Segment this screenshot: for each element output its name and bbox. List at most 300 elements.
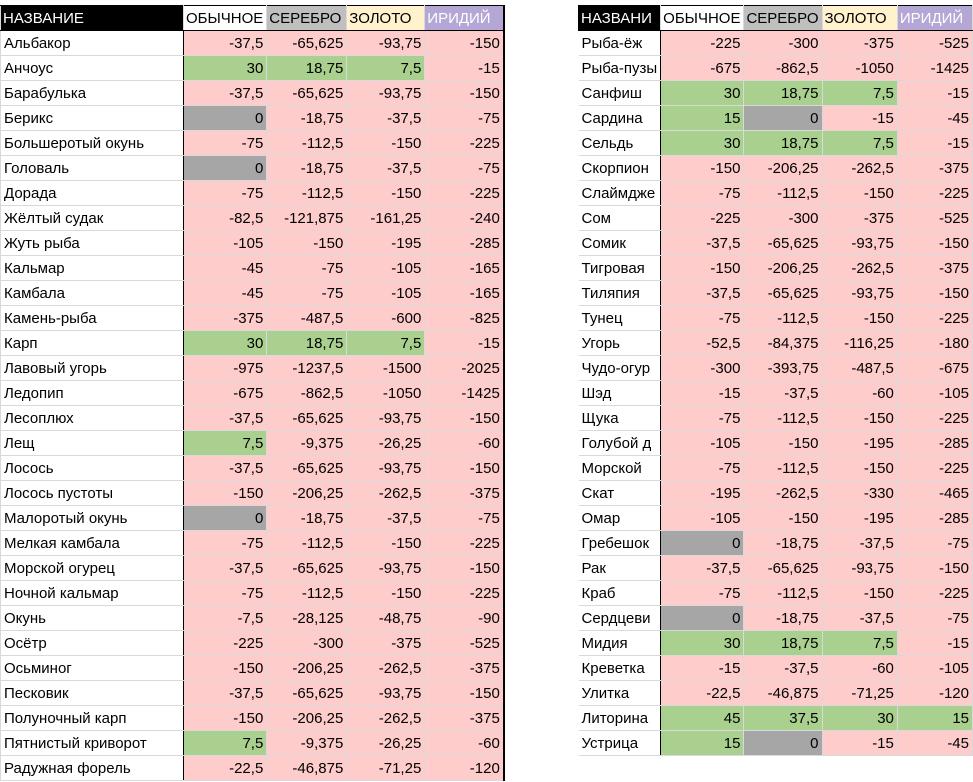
iridiy-value-cell[interactable]: -525 [425, 631, 504, 656]
serebro-value-cell[interactable]: -206,25 [267, 656, 347, 681]
iridiy-value-cell[interactable]: -285 [425, 231, 504, 256]
zoloto-value-cell[interactable]: -150 [347, 131, 425, 156]
zoloto-value-cell[interactable]: -37,5 [347, 506, 425, 531]
zoloto-value-cell[interactable]: -26,25 [347, 431, 425, 456]
serebro-value-cell[interactable]: -18,75 [267, 506, 347, 531]
iridiy-value-cell[interactable]: -75 [425, 156, 504, 181]
obychnoe-value-cell[interactable]: -150 [184, 706, 267, 731]
iridiy-value-cell[interactable]: -15 [425, 56, 504, 81]
fish-name-cell[interactable]: Осьминог [1, 656, 184, 681]
obychnoe-value-cell[interactable]: -300 [661, 356, 744, 381]
fish-name-cell[interactable]: Пятнистый криворот [1, 731, 184, 756]
obychnoe-value-cell[interactable]: 30 [184, 331, 267, 356]
serebro-value-cell[interactable]: -65,625 [744, 556, 822, 581]
obychnoe-value-cell[interactable]: -75 [661, 581, 744, 606]
header-zoloto-cell[interactable]: ЗОЛОТО [822, 6, 897, 31]
zoloto-value-cell[interactable]: -37,5 [347, 156, 425, 181]
obychnoe-value-cell[interactable]: -37,5 [661, 231, 744, 256]
iridiy-value-cell[interactable]: -225 [425, 531, 504, 556]
fish-name-cell[interactable]: Угорь [579, 331, 661, 356]
header-name-cell[interactable]: НАЗВАНИ [579, 6, 661, 31]
header-serebro-cell[interactable]: СЕРЕБРО [267, 6, 347, 31]
zoloto-value-cell[interactable]: -93,75 [347, 456, 425, 481]
fish-name-cell[interactable]: Радужная форель [1, 756, 184, 781]
iridiy-value-cell[interactable]: -150 [425, 31, 504, 56]
serebro-value-cell[interactable]: -1237,5 [267, 356, 347, 381]
iridiy-value-cell[interactable]: -150 [897, 556, 972, 581]
obychnoe-value-cell[interactable]: -22,5 [661, 681, 744, 706]
iridiy-value-cell[interactable]: -150 [425, 456, 504, 481]
obychnoe-value-cell[interactable]: -22,5 [184, 756, 267, 781]
iridiy-value-cell[interactable]: -1425 [897, 56, 972, 81]
iridiy-value-cell[interactable]: -150 [897, 231, 972, 256]
zoloto-value-cell[interactable]: -93,75 [822, 556, 897, 581]
serebro-value-cell[interactable]: -206,25 [744, 156, 822, 181]
iridiy-value-cell[interactable]: -150 [425, 681, 504, 706]
obychnoe-value-cell[interactable]: 0 [184, 156, 267, 181]
obychnoe-value-cell[interactable]: -75 [184, 131, 267, 156]
zoloto-value-cell[interactable]: 7,5 [822, 131, 897, 156]
fish-name-cell[interactable]: Чудо-огур [579, 356, 661, 381]
obychnoe-value-cell[interactable]: -225 [661, 206, 744, 231]
iridiy-value-cell[interactable]: -675 [897, 356, 972, 381]
obychnoe-value-cell[interactable]: -82,5 [184, 206, 267, 231]
serebro-value-cell[interactable]: -65,625 [267, 406, 347, 431]
obychnoe-value-cell[interactable]: -37,5 [184, 456, 267, 481]
serebro-value-cell[interactable]: -9,375 [267, 731, 347, 756]
zoloto-value-cell[interactable]: 7,5 [822, 631, 897, 656]
iridiy-value-cell[interactable]: -225 [425, 581, 504, 606]
fish-name-cell[interactable]: Большеротый окунь [1, 131, 184, 156]
serebro-value-cell[interactable]: -112,5 [744, 406, 822, 431]
fish-name-cell[interactable]: Дорада [1, 181, 184, 206]
obychnoe-value-cell[interactable]: 7,5 [184, 731, 267, 756]
fish-name-cell[interactable]: Рыба-ёж [579, 31, 661, 56]
serebro-value-cell[interactable]: -112,5 [267, 531, 347, 556]
zoloto-value-cell[interactable]: -375 [822, 31, 897, 56]
iridiy-value-cell[interactable]: -120 [897, 681, 972, 706]
zoloto-value-cell[interactable]: -150 [347, 531, 425, 556]
zoloto-value-cell[interactable]: -262,5 [822, 256, 897, 281]
serebro-value-cell[interactable]: -18,75 [267, 106, 347, 131]
obychnoe-value-cell[interactable]: -75 [184, 181, 267, 206]
fish-name-cell[interactable]: Сомик [579, 231, 661, 256]
serebro-value-cell[interactable]: -112,5 [744, 581, 822, 606]
zoloto-value-cell[interactable]: -26,25 [347, 731, 425, 756]
fish-name-cell[interactable]: Краб [579, 581, 661, 606]
fish-name-cell[interactable]: Щука [579, 406, 661, 431]
zoloto-value-cell[interactable]: -105 [347, 281, 425, 306]
fish-name-cell[interactable]: Креветка [579, 656, 661, 681]
obychnoe-value-cell[interactable]: -75 [184, 531, 267, 556]
iridiy-value-cell[interactable]: -285 [897, 506, 972, 531]
serebro-value-cell[interactable]: 37,5 [744, 706, 822, 731]
zoloto-value-cell[interactable]: 7,5 [347, 331, 425, 356]
serebro-value-cell[interactable]: -206,25 [744, 256, 822, 281]
serebro-value-cell[interactable]: -206,25 [267, 481, 347, 506]
obychnoe-value-cell[interactable]: -15 [661, 381, 744, 406]
iridiy-value-cell[interactable]: -2025 [425, 356, 504, 381]
iridiy-value-cell[interactable]: -15 [897, 81, 972, 106]
obychnoe-value-cell[interactable]: -45 [184, 256, 267, 281]
zoloto-value-cell[interactable]: -375 [347, 631, 425, 656]
fish-name-cell[interactable]: Камень-рыба [1, 306, 184, 331]
fish-name-cell[interactable]: Омар [579, 506, 661, 531]
fish-name-cell[interactable]: Камбала [1, 281, 184, 306]
zoloto-value-cell[interactable]: -262,5 [347, 706, 425, 731]
iridiy-value-cell[interactable]: -150 [897, 281, 972, 306]
serebro-value-cell[interactable]: -300 [267, 631, 347, 656]
iridiy-value-cell[interactable]: -75 [897, 606, 972, 631]
zoloto-value-cell[interactable]: -330 [822, 481, 897, 506]
obychnoe-value-cell[interactable]: 30 [661, 631, 744, 656]
serebro-value-cell[interactable]: -18,75 [267, 156, 347, 181]
iridiy-value-cell[interactable]: -225 [897, 456, 972, 481]
header-zoloto-cell[interactable]: ЗОЛОТО [347, 6, 425, 31]
fish-name-cell[interactable]: Жуть рыба [1, 231, 184, 256]
zoloto-value-cell[interactable]: 30 [822, 706, 897, 731]
fish-name-cell[interactable]: Жёлтый судак [1, 206, 184, 231]
obychnoe-value-cell[interactable]: -225 [184, 631, 267, 656]
serebro-value-cell[interactable]: -112,5 [267, 181, 347, 206]
zoloto-value-cell[interactable]: -262,5 [822, 156, 897, 181]
obychnoe-value-cell[interactable]: -37,5 [184, 31, 267, 56]
fish-name-cell[interactable]: Гребешок [579, 531, 661, 556]
iridiy-value-cell[interactable]: -15 [897, 631, 972, 656]
fish-name-cell[interactable]: Берикс [1, 106, 184, 131]
iridiy-value-cell[interactable]: 15 [897, 706, 972, 731]
iridiy-value-cell[interactable]: -45 [897, 731, 972, 756]
zoloto-value-cell[interactable]: -262,5 [347, 656, 425, 681]
zoloto-value-cell[interactable]: -37,5 [822, 606, 897, 631]
zoloto-value-cell[interactable]: -150 [347, 581, 425, 606]
header-iridiy-cell[interactable]: ИРИДИЙ [425, 6, 504, 31]
fish-name-cell[interactable]: Барабулька [1, 81, 184, 106]
zoloto-value-cell[interactable]: -1500 [347, 356, 425, 381]
fish-name-cell[interactable]: Шэд [579, 381, 661, 406]
iridiy-value-cell[interactable]: -150 [425, 556, 504, 581]
obychnoe-value-cell[interactable]: -75 [661, 181, 744, 206]
fish-name-cell[interactable]: Скат [579, 481, 661, 506]
serebro-value-cell[interactable]: -65,625 [267, 31, 347, 56]
serebro-value-cell[interactable]: 18,75 [744, 81, 822, 106]
fish-name-cell[interactable]: Песковик [1, 681, 184, 706]
obychnoe-value-cell[interactable]: 30 [661, 131, 744, 156]
obychnoe-value-cell[interactable]: 15 [661, 731, 744, 756]
iridiy-value-cell[interactable]: -525 [897, 31, 972, 56]
obychnoe-value-cell[interactable]: -37,5 [184, 556, 267, 581]
zoloto-value-cell[interactable]: -161,25 [347, 206, 425, 231]
zoloto-value-cell[interactable]: -60 [822, 381, 897, 406]
zoloto-value-cell[interactable]: -150 [347, 181, 425, 206]
obychnoe-value-cell[interactable]: -195 [661, 481, 744, 506]
zoloto-value-cell[interactable]: -71,25 [347, 756, 425, 781]
obychnoe-value-cell[interactable]: 0 [184, 506, 267, 531]
obychnoe-value-cell[interactable]: -105 [661, 431, 744, 456]
zoloto-value-cell[interactable]: -1050 [822, 56, 897, 81]
fish-name-cell[interactable]: Слаймдже [579, 181, 661, 206]
iridiy-value-cell[interactable]: -120 [425, 756, 504, 781]
fish-name-cell[interactable]: Рак [579, 556, 661, 581]
iridiy-value-cell[interactable]: -90 [425, 606, 504, 631]
fish-name-cell[interactable]: Голубой д [579, 431, 661, 456]
header-serebro-cell[interactable]: СЕРЕБРО [744, 6, 822, 31]
zoloto-value-cell[interactable]: -15 [822, 731, 897, 756]
obychnoe-value-cell[interactable]: -975 [184, 356, 267, 381]
fish-name-cell[interactable]: Карп [1, 331, 184, 356]
fish-name-cell[interactable]: Лосось пустоты [1, 481, 184, 506]
fish-name-cell[interactable]: Полуночный карп [1, 706, 184, 731]
fish-name-cell[interactable]: Улитка [579, 681, 661, 706]
obychnoe-value-cell[interactable]: 7,5 [184, 431, 267, 456]
serebro-value-cell[interactable]: -150 [267, 231, 347, 256]
zoloto-value-cell[interactable]: -195 [822, 431, 897, 456]
zoloto-value-cell[interactable]: -37,5 [347, 106, 425, 131]
serebro-value-cell[interactable]: -206,25 [267, 706, 347, 731]
serebro-value-cell[interactable]: -65,625 [267, 556, 347, 581]
zoloto-value-cell[interactable]: -93,75 [347, 681, 425, 706]
obychnoe-value-cell[interactable]: 30 [661, 81, 744, 106]
serebro-value-cell[interactable]: -65,625 [267, 81, 347, 106]
obychnoe-value-cell[interactable]: -75 [661, 406, 744, 431]
iridiy-value-cell[interactable]: -1425 [425, 381, 504, 406]
serebro-value-cell[interactable]: 18,75 [267, 56, 347, 81]
fish-name-cell[interactable]: Лещ [1, 431, 184, 456]
obychnoe-value-cell[interactable]: -75 [661, 456, 744, 481]
serebro-value-cell[interactable]: -112,5 [744, 456, 822, 481]
iridiy-value-cell[interactable]: -180 [897, 331, 972, 356]
obychnoe-value-cell[interactable]: -75 [184, 581, 267, 606]
iridiy-value-cell[interactable]: -15 [425, 331, 504, 356]
zoloto-value-cell[interactable]: -93,75 [347, 81, 425, 106]
serebro-value-cell[interactable]: -862,5 [744, 56, 822, 81]
fish-name-cell[interactable]: Ночной кальмар [1, 581, 184, 606]
obychnoe-value-cell[interactable]: 15 [661, 106, 744, 131]
obychnoe-value-cell[interactable]: -52,5 [661, 331, 744, 356]
serebro-value-cell[interactable]: -150 [744, 431, 822, 456]
zoloto-value-cell[interactable]: -15 [822, 106, 897, 131]
iridiy-value-cell[interactable]: -375 [425, 481, 504, 506]
header-obychnoe-cell[interactable]: ОБЫЧНОЕ [184, 6, 267, 31]
zoloto-value-cell[interactable]: -487,5 [822, 356, 897, 381]
zoloto-value-cell[interactable]: -93,75 [822, 231, 897, 256]
zoloto-value-cell[interactable]: 7,5 [347, 56, 425, 81]
zoloto-value-cell[interactable]: 7,5 [822, 81, 897, 106]
serebro-value-cell[interactable]: -37,5 [744, 656, 822, 681]
fish-name-cell[interactable]: Головаль [1, 156, 184, 181]
serebro-value-cell[interactable]: -28,125 [267, 606, 347, 631]
obychnoe-value-cell[interactable]: -105 [661, 506, 744, 531]
zoloto-value-cell[interactable]: -150 [822, 181, 897, 206]
iridiy-value-cell[interactable]: -825 [425, 306, 504, 331]
obychnoe-value-cell[interactable]: -375 [184, 306, 267, 331]
fish-name-cell[interactable]: Сельдь [579, 131, 661, 156]
serebro-value-cell[interactable]: 0 [744, 106, 822, 131]
fish-name-cell[interactable]: Лосось [1, 456, 184, 481]
fish-name-cell[interactable]: Сардина [579, 106, 661, 131]
serebro-value-cell[interactable]: -862,5 [267, 381, 347, 406]
iridiy-value-cell[interactable]: -375 [897, 156, 972, 181]
fish-name-cell[interactable]: Осётр [1, 631, 184, 656]
fish-name-cell[interactable]: Сом [579, 206, 661, 231]
fish-name-cell[interactable]: Тигровая [579, 256, 661, 281]
fish-name-cell[interactable]: Санфиш [579, 81, 661, 106]
obychnoe-value-cell[interactable]: 30 [184, 56, 267, 81]
iridiy-value-cell[interactable]: -150 [425, 81, 504, 106]
serebro-value-cell[interactable]: 18,75 [744, 631, 822, 656]
obychnoe-value-cell[interactable]: -37,5 [661, 556, 744, 581]
serebro-value-cell[interactable]: -393,75 [744, 356, 822, 381]
obychnoe-value-cell[interactable]: -675 [661, 56, 744, 81]
serebro-value-cell[interactable]: -262,5 [744, 481, 822, 506]
fish-name-cell[interactable]: Мидия [579, 631, 661, 656]
zoloto-value-cell[interactable]: -600 [347, 306, 425, 331]
obychnoe-value-cell[interactable]: -37,5 [184, 681, 267, 706]
fish-name-cell[interactable]: Альбакор [1, 31, 184, 56]
fish-name-cell[interactable]: Рыба-пузы [579, 56, 661, 81]
fish-name-cell[interactable]: Скорпион [579, 156, 661, 181]
zoloto-value-cell[interactable]: -60 [822, 656, 897, 681]
serebro-value-cell[interactable]: -121,875 [267, 206, 347, 231]
zoloto-value-cell[interactable]: -93,75 [347, 556, 425, 581]
fish-name-cell[interactable]: Анчоус [1, 56, 184, 81]
iridiy-value-cell[interactable]: -375 [425, 656, 504, 681]
serebro-value-cell[interactable]: -300 [744, 31, 822, 56]
serebro-value-cell[interactable]: -65,625 [744, 281, 822, 306]
serebro-value-cell[interactable]: -150 [744, 506, 822, 531]
serebro-value-cell[interactable]: -65,625 [267, 456, 347, 481]
zoloto-value-cell[interactable]: -93,75 [822, 281, 897, 306]
serebro-value-cell[interactable]: -300 [744, 206, 822, 231]
zoloto-value-cell[interactable]: -262,5 [347, 481, 425, 506]
fish-name-cell[interactable]: Лесоплюх [1, 406, 184, 431]
obychnoe-value-cell[interactable]: 0 [661, 531, 744, 556]
fish-name-cell[interactable]: Устрица [579, 731, 661, 756]
serebro-value-cell[interactable]: -112,5 [267, 131, 347, 156]
iridiy-value-cell[interactable]: -75 [425, 106, 504, 131]
iridiy-value-cell[interactable]: -375 [897, 256, 972, 281]
fish-name-cell[interactable]: Малоротый окунь [1, 506, 184, 531]
serebro-value-cell[interactable]: -84,375 [744, 331, 822, 356]
zoloto-value-cell[interactable]: -150 [822, 581, 897, 606]
obychnoe-value-cell[interactable]: -37,5 [661, 281, 744, 306]
serebro-value-cell[interactable]: 18,75 [744, 131, 822, 156]
fish-name-cell[interactable]: Литорина [579, 706, 661, 731]
fish-name-cell[interactable]: Тиляпия [579, 281, 661, 306]
serebro-value-cell[interactable]: -9,375 [267, 431, 347, 456]
obychnoe-value-cell[interactable]: -37,5 [184, 406, 267, 431]
serebro-value-cell[interactable]: -487,5 [267, 306, 347, 331]
fish-name-cell[interactable]: Сердцеви [579, 606, 661, 631]
fish-name-cell[interactable]: Ледопип [1, 381, 184, 406]
zoloto-value-cell[interactable]: -71,25 [822, 681, 897, 706]
iridiy-value-cell[interactable]: -60 [425, 431, 504, 456]
iridiy-value-cell[interactable]: -225 [425, 131, 504, 156]
iridiy-value-cell[interactable]: -105 [897, 381, 972, 406]
zoloto-value-cell[interactable]: -150 [822, 406, 897, 431]
obychnoe-value-cell[interactable]: -150 [661, 156, 744, 181]
obychnoe-value-cell[interactable]: -150 [184, 656, 267, 681]
obychnoe-value-cell[interactable]: 0 [661, 606, 744, 631]
fish-name-cell[interactable]: Окунь [1, 606, 184, 631]
iridiy-value-cell[interactable]: -285 [897, 431, 972, 456]
zoloto-value-cell[interactable]: -93,75 [347, 406, 425, 431]
iridiy-value-cell[interactable]: -225 [425, 181, 504, 206]
empty-columns[interactable] [500, 5, 578, 782]
zoloto-value-cell[interactable]: -116,25 [822, 331, 897, 356]
header-name-cell[interactable]: НАЗВАНИЕ [1, 6, 184, 31]
obychnoe-value-cell[interactable]: -225 [661, 31, 744, 56]
serebro-value-cell[interactable]: 0 [744, 731, 822, 756]
iridiy-value-cell[interactable]: -465 [897, 481, 972, 506]
iridiy-value-cell[interactable]: -225 [897, 406, 972, 431]
obychnoe-value-cell[interactable]: -45 [184, 281, 267, 306]
iridiy-value-cell[interactable]: -240 [425, 206, 504, 231]
serebro-value-cell[interactable]: -75 [267, 256, 347, 281]
iridiy-value-cell[interactable]: -525 [897, 206, 972, 231]
iridiy-value-cell[interactable]: -225 [897, 306, 972, 331]
serebro-value-cell[interactable]: 18,75 [267, 331, 347, 356]
obychnoe-value-cell[interactable]: 45 [661, 706, 744, 731]
serebro-value-cell[interactable]: -65,625 [744, 231, 822, 256]
iridiy-value-cell[interactable]: -225 [897, 181, 972, 206]
iridiy-value-cell[interactable]: -75 [425, 506, 504, 531]
iridiy-value-cell[interactable]: -165 [425, 256, 504, 281]
iridiy-value-cell[interactable]: -75 [897, 531, 972, 556]
iridiy-value-cell[interactable]: -105 [897, 656, 972, 681]
zoloto-value-cell[interactable]: -48,75 [347, 606, 425, 631]
iridiy-value-cell[interactable]: -165 [425, 281, 504, 306]
obychnoe-value-cell[interactable]: -37,5 [184, 81, 267, 106]
serebro-value-cell[interactable]: -112,5 [267, 581, 347, 606]
obychnoe-value-cell[interactable]: -15 [661, 656, 744, 681]
header-obychnoe-cell[interactable]: ОБЫЧНОЕ [661, 6, 744, 31]
zoloto-value-cell[interactable]: -37,5 [822, 531, 897, 556]
obychnoe-value-cell[interactable]: -675 [184, 381, 267, 406]
iridiy-value-cell[interactable]: -375 [425, 706, 504, 731]
obychnoe-value-cell[interactable]: -75 [661, 306, 744, 331]
zoloto-value-cell[interactable]: -375 [822, 206, 897, 231]
obychnoe-value-cell[interactable]: -150 [184, 481, 267, 506]
obychnoe-value-cell[interactable]: -105 [184, 231, 267, 256]
iridiy-value-cell[interactable]: -60 [425, 731, 504, 756]
serebro-value-cell[interactable]: -65,625 [267, 681, 347, 706]
fish-name-cell[interactable]: Мелкая камбала [1, 531, 184, 556]
serebro-value-cell[interactable]: -46,875 [267, 756, 347, 781]
iridiy-value-cell[interactable]: -225 [897, 581, 972, 606]
zoloto-value-cell[interactable]: -105 [347, 256, 425, 281]
zoloto-value-cell[interactable]: -195 [347, 231, 425, 256]
fish-name-cell[interactable]: Морской огурец [1, 556, 184, 581]
serebro-value-cell[interactable]: -46,875 [744, 681, 822, 706]
iridiy-value-cell[interactable]: -15 [897, 131, 972, 156]
serebro-value-cell[interactable]: -37,5 [744, 381, 822, 406]
serebro-value-cell[interactable]: -18,75 [744, 531, 822, 556]
iridiy-value-cell[interactable]: -45 [897, 106, 972, 131]
fish-name-cell[interactable]: Лавовый угорь [1, 356, 184, 381]
zoloto-value-cell[interactable]: -195 [822, 506, 897, 531]
obychnoe-value-cell[interactable]: -150 [661, 256, 744, 281]
zoloto-value-cell[interactable]: -93,75 [347, 31, 425, 56]
fish-name-cell[interactable]: Кальмар [1, 256, 184, 281]
fish-name-cell[interactable]: Морской [579, 456, 661, 481]
obychnoe-value-cell[interactable]: -7,5 [184, 606, 267, 631]
serebro-value-cell[interactable]: -112,5 [744, 181, 822, 206]
serebro-value-cell[interactable]: -112,5 [744, 306, 822, 331]
fish-name-cell[interactable]: Тунец [579, 306, 661, 331]
iridiy-value-cell[interactable]: -150 [425, 406, 504, 431]
zoloto-value-cell[interactable]: -1050 [347, 381, 425, 406]
